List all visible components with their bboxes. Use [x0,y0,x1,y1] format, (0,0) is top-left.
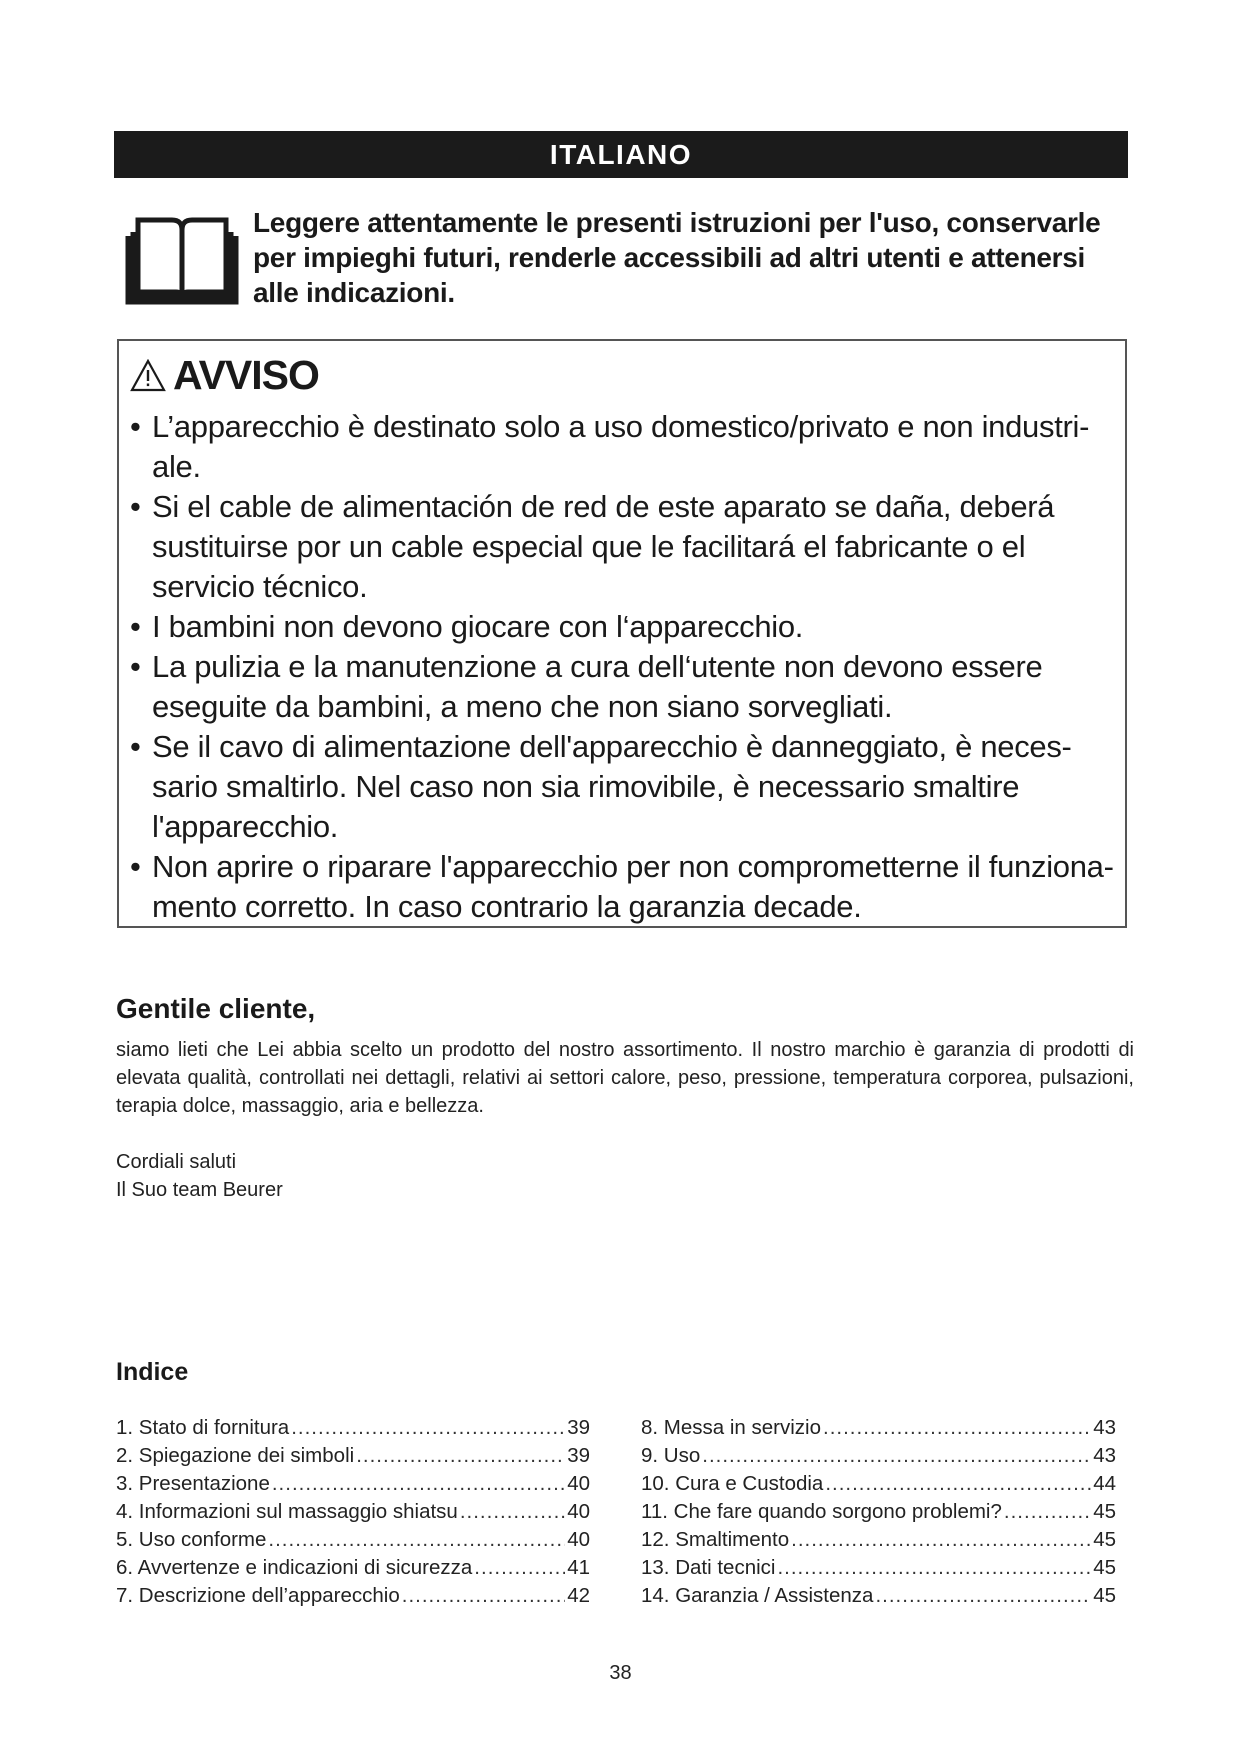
intro-text [253,205,1133,310]
toc-leader [291,1414,565,1442]
toc-page: 41 [567,1556,590,1579]
toc-label: 4. Informazioni sul massaggio shiatsu [116,1500,458,1523]
toc-leader [356,1442,565,1470]
letter-body-line: siamo lieti che Lei abbia scelto un prodotto del nostro assortimento. Il nostro marchio è garanzia di prodotti [116,1039,1110,1061]
toc-label: 1. Stato di fornitura [116,1416,290,1439]
toc-leader [791,1526,1091,1554]
warning-line: servicio técnico. [152,569,368,604]
warning-triangle-icon [130,359,166,392]
toc-leader [875,1582,1091,1610]
closing-line: Il Suo team Beurer [116,1179,283,1201]
closing-line: Cordiali saluti [116,1151,237,1173]
toc-page: 45 [1093,1528,1116,1551]
toc-page: 43 [1093,1416,1116,1439]
warning-line: • I bambini non devono giocare con l‘apparecchio. [152,609,804,644]
toc-entry [116,1470,590,1498]
toc-page: 44 [1093,1472,1116,1495]
toc-left-column [116,1414,590,1610]
toc-entry [641,1414,1116,1442]
toc-entry [641,1498,1116,1526]
toc-entry [641,1554,1116,1582]
toc-leader [474,1554,565,1582]
greeting-heading: Gentile cliente, [116,993,316,1024]
toc-entry [641,1470,1116,1498]
index-heading: Indice [116,1358,189,1386]
warning-line: mento corretto. In caso contrario la garanzia decade. [152,889,862,924]
toc-page: 39 [567,1444,590,1467]
toc-leader [1004,1498,1091,1526]
toc-entry [116,1442,590,1470]
warning-line: • Non aprire o riparare l'apparecchio per non comprometterne il funziona- [152,849,1114,884]
warning-line: ale. [152,449,201,484]
warning-title [130,349,319,401]
toc-entry [116,1498,590,1526]
warning-item [130,727,1115,847]
warning-line: eseguite da bambini, a meno che non siano sorvegliati. [152,689,893,724]
toc-label: 5. Uso conforme [116,1528,267,1551]
intro-line: per impieghi futuri, renderle accessibili ad altri utenti e attenersi [253,242,1085,273]
warning-line: • La pulizia e la manutenzione a cura dell‘utente non devono essere [152,649,1043,684]
toc-label: 6. Avvertenze e indicazioni di sicurezza [116,1556,473,1579]
toc-label: 10. Cura e Custodia [641,1472,824,1495]
warning-item [130,607,1115,647]
intro-line: alle indicazioni. [253,277,455,308]
toc-page: 45 [1093,1556,1116,1579]
toc-leader [460,1498,565,1526]
toc-page: 40 [567,1528,590,1551]
toc-entry [116,1414,590,1442]
toc-entry [116,1554,590,1582]
toc-entry [641,1442,1116,1470]
letter-body-line: pulsazioni, terapia dolce, massaggio, aria e bellezza. [116,1067,1134,1117]
toc-right-column [641,1414,1116,1610]
warning-item [130,487,1115,607]
toc-leader [702,1442,1091,1470]
toc-page: 43 [1093,1444,1116,1467]
toc-page: 45 [1093,1500,1116,1523]
toc-page: 45 [1093,1584,1116,1607]
toc-label: 3. Presentazione [116,1472,270,1495]
toc-label: 13. Dati tecnici [641,1556,776,1579]
letter-closing [116,1148,283,1204]
toc-entry [641,1526,1116,1554]
intro-line: Leggere attentamente le presenti istruzioni per l'uso, conservarle [253,207,1101,238]
warning-line: l'apparecchio. [152,809,339,844]
letter-body [116,1036,1134,1120]
language-header: ITALIANO [114,131,1128,178]
toc-page: 40 [567,1500,590,1523]
warning-list [130,407,1115,927]
warning-item [130,407,1115,487]
toc-leader [777,1554,1091,1582]
toc-label: 8. Messa in servizio [641,1416,822,1439]
warning-line: sustituirse por un cable especial que le facilitará el fabricante o el [152,529,1026,564]
toc-leader [402,1582,565,1610]
toc-leader [825,1470,1091,1498]
warning-line: • L’apparecchio è destinato solo a uso domestico/privato e non industri- [152,409,1090,444]
warning-line: • Si el cable de alimentación de red de este aparato se daña, deberá [152,489,1055,524]
warning-item [130,847,1115,927]
toc-leader [823,1414,1091,1442]
letter-body-line: di elevata qualità, controllati nei dettagli, relativi ai settori calore, peso, pressione, temperatura corporea, [116,1039,1135,1089]
toc-entry [641,1582,1116,1610]
toc-page: 40 [567,1472,590,1495]
toc-label: 12. Smaltimento [641,1528,790,1551]
toc-label: 11. Che fare quando sorgono problemi? [641,1500,1002,1523]
toc-leader [272,1470,565,1498]
warning-line: sario smaltirlo. Nel caso non sia rimovibile, è necessario smaltire [152,769,1020,804]
toc-page: 39 [567,1416,590,1439]
toc-entry [116,1526,590,1554]
toc-label: 9. Uso [641,1444,701,1467]
warning-line: • Se il cavo di alimentazione dell'apparecchio è danneggiato, è neces- [152,729,1072,764]
toc-label: 2. Spiegazione dei simboli [116,1444,355,1467]
open-book-icon [124,210,240,308]
page-number: 38 [609,1662,632,1684]
warning-title-text: AVVISO [173,351,319,398]
toc-label: 7. Descrizione dell’apparecchio [116,1584,400,1607]
toc-entry [116,1582,590,1610]
warning-item [130,647,1115,727]
toc-page: 42 [567,1584,590,1607]
toc-label: 14. Garanzia / Assistenza [641,1584,874,1607]
toc-leader [268,1526,565,1554]
